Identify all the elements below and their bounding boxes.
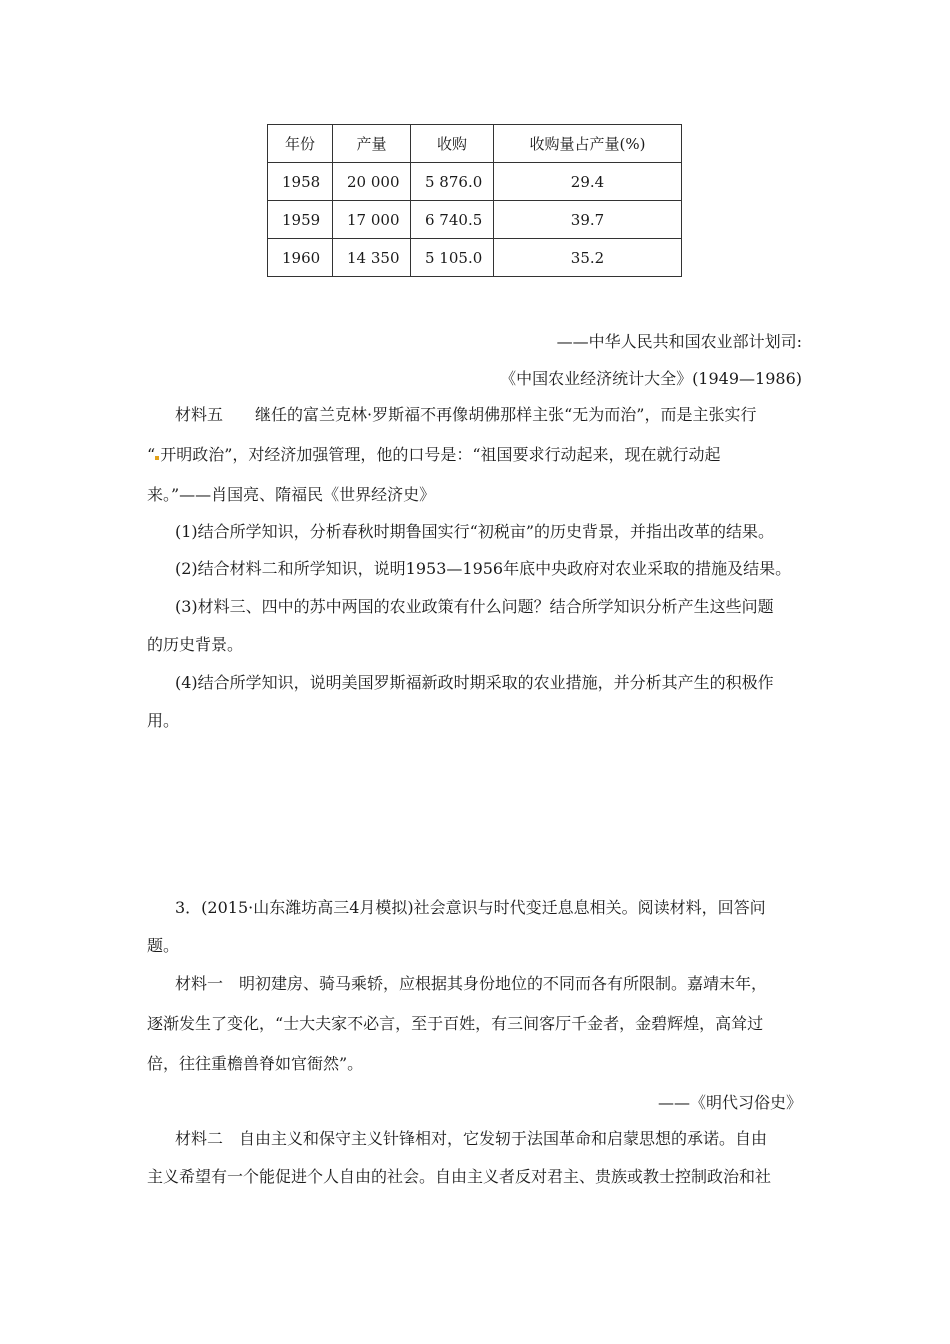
question-4: (4)结合所学知识，说明美国罗斯福新政时期采取的农业措施，并分析其产生的积极作 [175,673,774,692]
cell-ratio: 35.2 [494,239,682,277]
material-five-text: 开明政治”，对经济加强管理，他的口号是：“祖国要求行动起来，现在就行动起 [160,445,721,464]
edit-mark-icon [155,456,159,460]
cell-purchase: 5 105.0 [411,239,494,277]
header-output: 产量 [333,125,411,163]
table-header-row [268,125,682,163]
table-row [268,201,682,239]
material-one-line: 逐渐发生了变化，“士大夫家不必言，至于百姓，有三间客厅千金者，金碧辉煌，高耸过 [147,1014,764,1033]
problem-3-stem-cont: 题。 [147,936,180,955]
problem-3-stem: 3．(2015·山东潍坊高三4月模拟)社会意识与时代变迁息息相关。阅读材料，回答问 [175,898,766,917]
open-quote: “ [147,445,156,464]
cell-output: 17 000 [333,201,411,239]
cell-year: 1959 [268,201,333,239]
question-4-cont: 用。 [147,711,180,730]
question-2: (2)结合材料二和所学知识，说明1953—1956年底中央政府对农业采取的措施及结果。 [175,559,792,578]
source-citation-title: 《中国农业经济统计大全》(1949—1986) [500,369,802,388]
cell-ratio: 39.7 [494,201,682,239]
question-1: (1)结合所学知识，分析春秋时期鲁国实行“初税亩”的历史背景，并指出改革的结果。 [175,522,775,541]
table-row [268,163,682,201]
cell-ratio: 29.4 [494,163,682,201]
material-two-line: 主义希望有一个能促进个人自由的社会。自由主义者反对君主、贵族或教士控制政治和社 [147,1167,772,1186]
cell-purchase: 6 740.5 [411,201,494,239]
cell-purchase: 5 876.0 [411,163,494,201]
material-one-line: 倍，往往重檐兽脊如官衙然”。 [147,1054,364,1073]
material-one-line: 材料一 明初建房、骑马乘轿，应根据其身份地位的不同而各有所限制。嘉靖末年， [175,974,768,993]
question-3-cont: 的历史背景。 [147,635,244,654]
material-five-line: 来。”——肖国亮、隋福民《世界经济史》 [147,485,436,504]
grain-statistics-table [267,124,682,277]
cell-year: 1960 [268,239,333,277]
cell-output: 20 000 [333,163,411,201]
header-year: 年份 [268,125,333,163]
header-ratio: 收购量占产量(%) [494,125,682,163]
material-five-line [147,444,721,466]
material-two-line: 材料二 自由主义和保守主义针锋相对，它发轫于法国革命和启蒙思想的承诺。自由 [175,1129,768,1148]
cell-year: 1958 [268,163,333,201]
cell-output: 14 350 [333,239,411,277]
question-3: (3)材料三、四中的苏中两国的农业政策有什么问题？结合所学知识分析产生这些问题 [175,597,774,616]
source-citation-author: ——中华人民共和国农业部计划司: [556,332,802,351]
table-row [268,239,682,277]
material-five-line: 材料五 继任的富兰克林·罗斯福不再像胡佛那样主张“无为而治”，而是主张实行 [175,405,757,424]
header-purchase: 收购 [411,125,494,163]
material-one-source: ——《明代习俗史》 [657,1093,802,1112]
